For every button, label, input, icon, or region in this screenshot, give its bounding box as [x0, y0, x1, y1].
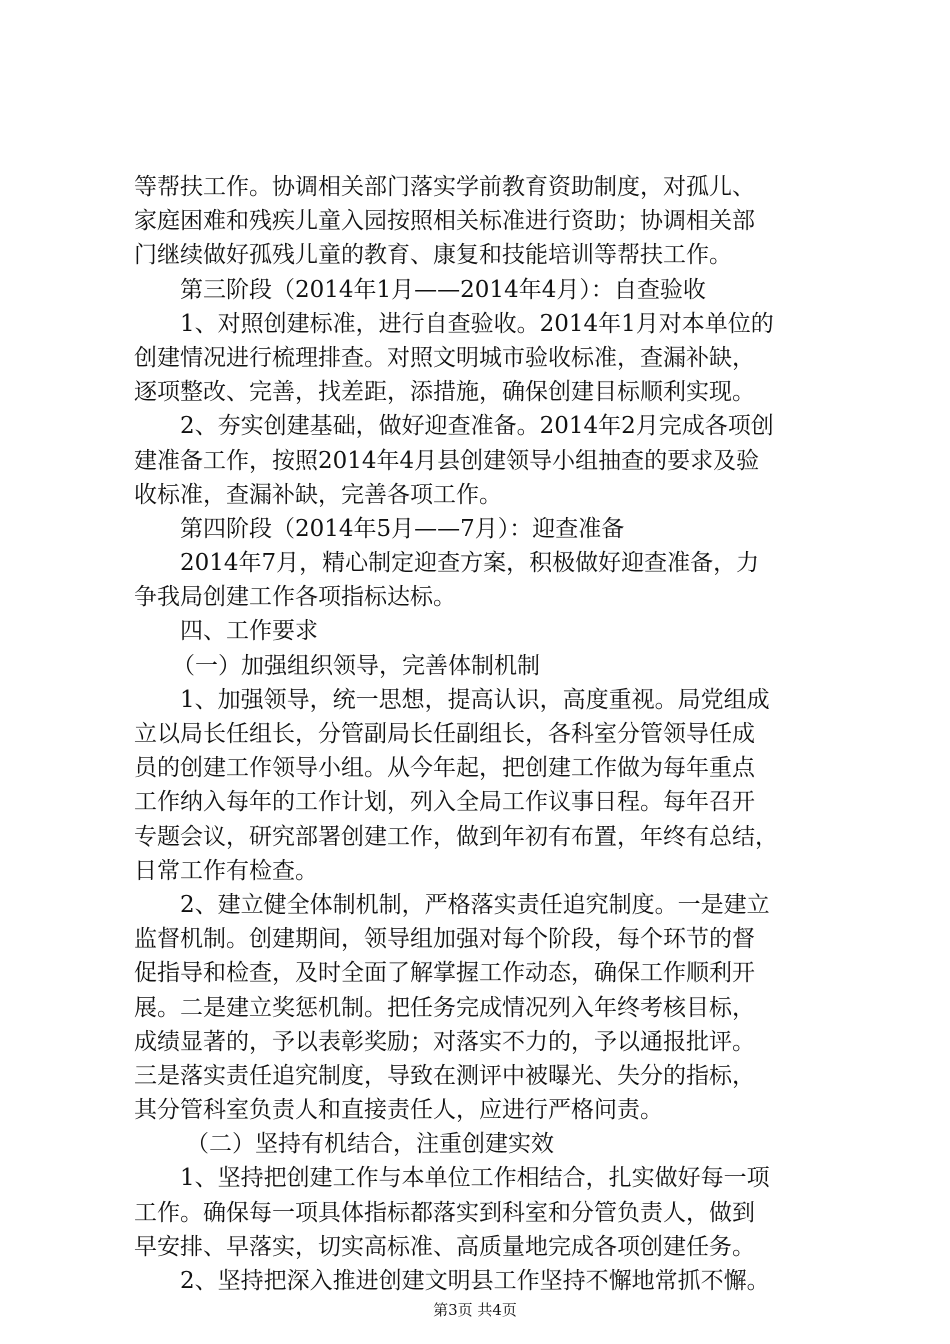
text-line: 争我局创建工作各项指标达标。	[134, 584, 456, 611]
text-line: 1、对照创建标准，进行自查验收。2014年1月对本单位的	[180, 310, 774, 337]
text-line: 第三阶段（2014年1月——2014年4月）：自查验收	[180, 276, 706, 303]
text-line: 门继续做好孤残儿童的教育、康复和技能培训等帮扶工作。	[134, 242, 732, 269]
text-line: 创建情况进行梳理排查。对照文明城市验收标准，查漏补缺，	[134, 344, 755, 371]
text-line: 工作。确保每一项具体指标都落实到科室和分管负责人，做到	[134, 1199, 755, 1226]
text-line: 早安排、早落实，切实高标准、高质量地完成各项创建任务。	[134, 1233, 755, 1260]
text-line: 逐项整改、完善，找差距，添措施，确保创建目标顺利实现。	[134, 379, 755, 406]
text-line: 立以局长任组长，分管副局长任副组长，各科室分管领导任成	[134, 721, 755, 747]
text-line: （一）加强组织领导，完善体制机制	[172, 652, 540, 679]
text-line: 建准备工作，按照2014年4月县创建领导小组抽查的要求及验	[134, 447, 760, 474]
text-line: 2、夯实创建基础，做好迎查准备。2014年2月完成各项创	[180, 413, 774, 440]
text-line: 1、坚持把创建工作与本单位工作相结合，扎实做好每一项	[180, 1165, 770, 1192]
text-line: 成绩显著的，予以表彰奖励；对落实不力的，予以通报批评。	[134, 1028, 755, 1055]
text-line: 第四阶段（2014年5月——7月）：迎查准备	[180, 515, 625, 542]
text-line: 2、建立健全体制机制，严格落实责任追究制度。一是建立	[180, 891, 770, 918]
text-line: 收标准，查漏补缺，完善各项工作。	[134, 481, 502, 508]
text-line: 2014年7月，精心制定迎查方案，积极做好迎查准备，力	[180, 550, 760, 577]
text-line: 家庭困难和残疾儿童入园按照相关标准进行资助；协调相关部	[134, 208, 755, 235]
text-line: 促指导和检查，及时全面了解掌握工作动态，确保工作顺利开	[134, 960, 755, 987]
text-line: 等帮扶工作。协调相关部门落实学前教育资助制度，对孤儿、	[134, 174, 755, 200]
document-body	[134, 170, 834, 1298]
text-line: 日常工作有检查。	[134, 857, 318, 884]
text-line: （二）坚持有机结合，注重创建实效	[186, 1131, 554, 1158]
text-line: 员的创建工作领导小组。从今年起，把创建工作做为每年重点	[134, 755, 755, 782]
page-number: 第3页 共4页	[433, 1301, 517, 1319]
text-line: 其分管科室负责人和直接责任人，应进行严格问责。	[134, 1097, 663, 1124]
text-line: 专题会议，研究部署创建工作，做到年初有布置，年终有总结，	[134, 823, 778, 850]
text-line: 2、坚持把深入推进创建文明县工作坚持不懈地常抓不懈。	[180, 1268, 770, 1294]
text-line: 工作纳入每年的工作计划，列入全局工作议事日程。每年召开	[134, 789, 755, 816]
text-line: 监督机制。创建期间，领导组加强对每个阶段，每个环节的督	[134, 926, 755, 953]
text-line: 1、加强领导，统一思想，提高认识，高度重视。局党组成	[180, 686, 770, 713]
text-line: 四、工作要求	[180, 618, 318, 645]
text-line: 展。二是建立奖惩机制。把任务完成情况列入年终考核目标，	[134, 994, 755, 1021]
page-footer	[0, 1300, 950, 1320]
text-line: 三是落实责任追究制度，导致在测评中被曝光、失分的指标，	[134, 1062, 755, 1089]
